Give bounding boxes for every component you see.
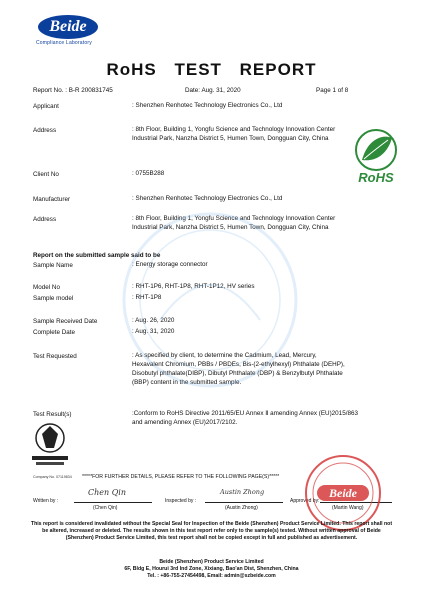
received-date-label: Sample Received Date [33,318,98,325]
report-date: Date: Aug. 31, 2020 [185,87,241,94]
manufacturer-label: Manufacturer [33,196,71,203]
written-by-name: (Chen Qin) [93,505,118,511]
watermark-seal [120,210,300,390]
inspected-signature-line [205,502,283,503]
test-result-value: :Conform to RoHS Directive 2011/65/EU Annex Ⅱ amending Annex (EU)2015/863 and amending Annex (EU)2017/2102. [132,410,358,426]
approved-by-label: Approved by: [290,498,320,504]
report-number: Report No. : B-R 200831745 [33,87,113,94]
validity-notice: This report is considered invalidated without the Special Seal for Inspection of the Beide (Shenzhen) Product Service Limited. This report shall not be altered, increased or deleted. The results shown in this test report refer only to the sample(s) tested. Without written approval of Beide (Shenzhen) Product Service Limited, this test report shall not be copied except in full and published as advertisement. [30,521,393,541]
footer-contact: Tel. : +86-755-27454498, Email: admin@szbeide.com [147,573,276,579]
beide-logo: Beide [38,15,98,39]
address-label: Address [33,127,57,134]
sample-name-label: Sample Name [33,262,73,269]
applicant-value: : Shenzhen Renhotec Technology Electronics Co., Ltd [132,102,283,109]
model-value: : RHT-1P6, RHT-1P8, RHT-1P12, HV series [132,283,255,290]
client-label: Client No [33,171,59,178]
address-label: Address [33,216,57,223]
ukas-accreditation-icon [28,418,72,470]
report-title: RoHS TEST REPORT [106,60,317,79]
applicant-label: Applicant [33,103,59,110]
footer-address: 6F, Bldg E, Hourui 3rd Ind Zone, Xixiang, Bao'an Dist, Shenzhen, China [124,566,299,572]
logo-subtitle: Compliance Laboratory [36,40,92,46]
inspected-by-label: Inspected by : [165,498,197,504]
complete-date-value: : Aug. 31, 2020 [132,328,175,335]
address-value: : 8th Floor, Building 1, Yongfu Science and Technology Innovation Center Industrial Park, Nanzha District 5, Humen Town, Dongguan City, China [132,215,336,231]
rohs-logo-text: RoHS [358,170,394,185]
test-result-label: Test Result(s) [33,411,72,418]
sample-name-value: : Energy storage connector [132,261,208,268]
model-label: Model No [33,284,60,291]
further-details-note: *****FOR FURTHER DETAILS, PLEASE REFER TO THE FOLLOWING PAGE(S)***** [82,474,280,480]
company-number: Company No. 07119834 [33,475,72,479]
complete-date-label: Complete Date [33,329,75,336]
inspected-by-name: (Austin Zhong) [225,505,258,511]
received-date-value: : Aug. 26, 2020 [132,317,175,324]
sample-heading: Report on the submitted sample said to be [33,252,161,259]
test-requested-value: : As specified by client, to determine the Cadmium, Lead, Mercury, Hexavalent Chromium, PBBs / PBDEs, Bis-(2-ethylhexyl) Phthalate (DEHP), Disobutyl phthalate(DIBP), Dibutyl Phthalate (DBP) & Benzylbutyl Phthalate (BBP) content in the submitted sample. [132,352,345,386]
written-by-label: Written by : [33,498,59,504]
client-value: : 0755B288 [132,170,165,177]
sample-model-value: : RHT-1P8 [132,294,162,301]
inspected-signature: Austin Zhong [220,488,265,496]
sample-model-label: Sample model [33,295,74,302]
page-number: Page 1 of 8 [316,87,349,94]
footer [0,559,423,580]
rohs-logo [350,128,402,186]
written-signature-line [74,502,152,503]
address-value: : 8th Floor, Building 1, Yongfu Science and Technology Innovation Center Industrial Park, Nanzha District 5, Humen Town, Dongguan City, China [132,126,336,142]
written-signature: Chen Qin [88,488,126,497]
approved-by-name: (Martin Wang) [332,505,364,511]
manufacturer-value: : Shenzhen Renhotec Technology Electronics Co., Ltd [132,195,283,202]
footer-company: Beide (Shenzhen) Product Service Limited [159,559,264,565]
stamp-text: Beide [329,486,357,500]
test-requested-label: Test Requested [33,353,77,360]
